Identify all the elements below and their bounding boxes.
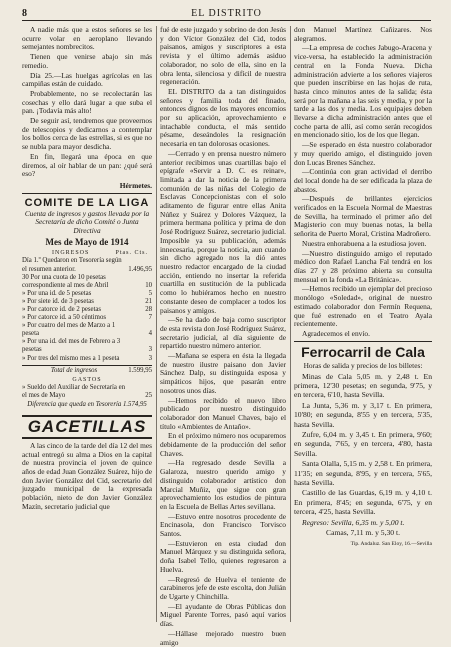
column-right — [294, 26, 432, 622]
account-row-text: » Por siete id. de 3 pesetas — [22, 297, 94, 305]
account-row — [22, 384, 152, 400]
account-row-value: 21 — [145, 297, 152, 305]
paragraph: —Mañana se espera en ésta la llegada de nuestro ilustre paisano don Javier Sánchez Dalp, su distinguida esposa y simpáticos hijos, que pasarán entre nosotros unos días. — [160, 351, 286, 395]
account-row — [22, 322, 152, 338]
account-row — [22, 290, 152, 298]
newspaper-title: EL DISTRITO — [191, 8, 262, 19]
account-row — [22, 314, 152, 322]
paragraph: A nadie más que a estos señores se les ocurre volar en aeroplano llevando semejantes nombrecitos. — [22, 25, 152, 52]
gastos-header: GASTOS — [72, 376, 102, 383]
divider — [22, 193, 152, 194]
schedule-entry: Santa Olalla, 5,15 m. y 2,58 t. En primera, 11'35; en segunda, 8'95, y en tercera, 5'65, hasta Sevilla. — [294, 459, 432, 488]
paragraph: De seguir así, tendremos que proveernos de telescopios y dedicarnos a contemplar los bollos cerca de las estrellas, si es que no se nubla para mayor desdicha. — [22, 116, 152, 152]
paragraph: —Nuestro distinguido amigo el reputado médico don Rafael Lancha Fal tendrá en los días 27 y 28 próximo abierta su consulta mensual en la fonda «La Británica». — [294, 248, 432, 284]
account-row — [22, 298, 152, 306]
account-row-text: » Sueldo del Auxiliar de Secretaría en el mes de Mayo — [22, 383, 126, 399]
account-row — [22, 306, 152, 314]
account-row-text: » Por cuatro del mes de Marzo a 1 peseta — [22, 322, 116, 338]
paragraph: —Se ha dado de baja como suscriptor de esta revista don José Rodríguez Suárez, secretario judicial, al día siguiente de repartido nuestro número anterior. — [160, 315, 286, 351]
paragraph: —Hállase mejorado nuestro buen amigo — [160, 628, 286, 647]
difference-line: Diferencia que queda en Tesorería 1.574,95 — [27, 400, 147, 408]
printer-credit: Tip. Andaluz. San Eloy, 16.—Sevilla — [350, 540, 432, 547]
ferrocarril-subtitle: Horas de salida y precios de los billetes: — [303, 360, 423, 370]
paragraph: Nuestra enhorabuena a la estudiosa joven. — [302, 238, 427, 248]
account-row-value: 7 — [148, 314, 152, 322]
account-row-text: » Por tres del mismo mes a 1 peseta — [22, 354, 120, 362]
paragraph: —Hemos recibido un ejemplar del precioso monólogo «Soledad», original de nuestro estimado colaborador don Fermín Requena, que fué estrenado en el Teatro Ayala recientemente. — [294, 284, 432, 329]
column-left — [22, 26, 152, 622]
account-row-text: » Por catorce id. a 50 céntimos — [22, 314, 106, 322]
paragraph: don Manuel Martínez Cañizares. Nos alegramos. — [294, 25, 432, 43]
committee-date: Mes de Mayo de 1914 — [45, 237, 129, 248]
account-row-value: 5 — [148, 289, 152, 297]
account-row — [22, 355, 152, 363]
page-header — [22, 8, 431, 21]
paragraph: —El ayudante de Obras Públicas don Miguel Parente Torres, pasó aquí varios días. — [160, 601, 286, 629]
schedule-entry: Castillo de las Guardas, 6,19 m. y 4,10 t. En primera, 8'45; en segunda, 6'75, y en tercera, 4'25, hasta Sevilla. — [294, 488, 432, 517]
account-row-value: 25 — [145, 391, 152, 399]
schedule-entry: Minas de Cala 5,05 m. y 2,48 t. En primera, 12'30 pesetas; en segunda, 9'75, y en tercera, 6'10, hasta Sevilla. — [294, 371, 432, 400]
account-row-text: 30 Por una cuota de 10 pesetas correspondiente al mes de Abril — [22, 273, 109, 289]
paragraph: A las cinco de la tarde del día 12 del mes actual entregó su alma a Dios en la capital de nuestra provincia el joven de quince años de edad Juan González Suárez, hijo de don Javier González del Cid, secretario del juzgado municipal de la expresada población, nieto de don Javier González Mazín, secretario judicial que — [22, 440, 152, 511]
signature: Hérmetes. — [119, 180, 152, 190]
paragraph: —Ha regresado desde Sevilla a Galaroza, nuestro querido amigo y distinguido colaborador artístico don Marcial Muñiz, que sigue con gran aprovechamiento los estudios de pintura en la Escuela de Bellas Artes sevillana. — [160, 458, 286, 511]
account-row-value: 3 — [148, 354, 152, 362]
total-value: 1.599,95 — [128, 366, 152, 374]
committee-subtitle: Cuenta de ingresos y gastos llevada por la Secretaría de dicho Comité o Junta Directiva — [24, 208, 150, 235]
account-row-value: 10 — [145, 281, 152, 289]
paragraph: —Continúa con gran actividad el derribo del local donde ha de ser edificada la plaza de abastos. — [294, 167, 432, 194]
paragraph: —Estuvo entre nosotros procedente de Encinasola, don Francisco Torvisco Santos. — [160, 511, 286, 539]
paragraph: EL DISTRITO da a tan distinguidos señores y familia toda del finado, entonces dignos de los mayores encomios por su aplicación, aprovechamiento e intachable conducta, el más sentido pésame, deseándoles la resignación necesaria en tan dolorosas ocasiones. — [160, 86, 286, 149]
committee-title: COMITE DE LA LIGA — [24, 196, 150, 209]
total-label: Total de ingresos — [50, 366, 98, 374]
account-row-text: » Por una id. del mes de Febrero a 3 pesetas — [22, 338, 121, 354]
account-row — [22, 257, 152, 273]
schedule-entry: La Junta, 5,36 m. y 3,17 t. En primera, 10'80; en segunda, 8'55 y en tercera, 5'35, hasta Sevilla. — [294, 400, 432, 429]
ingresos-header: INGRESOS — [52, 250, 90, 257]
paragraph: Día 25.—Las huelgas agrícolas en las campiñas están de cuidado. — [22, 70, 152, 89]
schedule-entry: Regreso: Sevilla, 6,35 m. y 5,00 t. — [302, 517, 405, 527]
account-row-text: Día 1.º Quedaron en Tesorería según el resumen anterior. — [22, 257, 122, 273]
schedule-entry: Zufre, 6,04 m. y 3,45 t. En primera, 9'60; en segunda, 7'65, y en tercera, 4'80, hasta Sevilla. — [294, 430, 432, 458]
paragraph: Agradecemos el envío. — [302, 328, 370, 338]
paragraph: —Después de brillantes ejercicios verificados en la Escuela Normal de Maestras de Sevilla, ha terminado el primer año del Magisterio con muy buenas notas, la bella señorita de Puerto Moral, Cristina Madroñero. — [294, 194, 432, 239]
paragraph: —Estuvieron en esta ciudad don Manuel Márquez y su distinguida señora, doña Isabel Tello, quienes regresaron a Huelva. — [160, 538, 286, 574]
paragraph: —Regresó de Huelva el teniente de carabineros jefe de este escolta, don Julián de Ugarte y Chinchilla. — [160, 574, 286, 601]
account-row-text: » Por una id. de 5 pesetas — [22, 289, 92, 297]
paragraph: —La empresa de coches Jabugo-Aracena y vice-versa, ha establecido la administración central en la Fonda Nueva. Dicha administración advierte a los señores viajeros que pueden inscribirse en las hojas de ruta, hasta cinco minutos antes de la salida; ésta será por la mañana a las seis y media, y por la tarde a las dos y media. Los equipajes deben llevarse a dicha administración antes que el coche parta de allí, así como serán recogidos en mencionado sitio, los de los que llegan. — [294, 43, 432, 140]
column-divider — [156, 26, 157, 622]
paragraph: —Cerrado y en prensa nuestro número anterior recibimos unas cuartillas bajo el epígrafe «Servir a D. C. es reinar», limitada a dar la noticia de la primera comunión de las niñas del Colegio de Esclavas Concepcionistas con el solo aditamento de figurar entre ellas Anita Núñez y Suárez y Dolores Vázquez, la primera hermana política y prima de don José Rodríguez Suárez, secretario judicial. Imposible ya su publicación, además innecesaria, porque la noticia, aun cuando sin dicho agregado nos la dió antes nuestro redactor encargado de la ciudad acción, entiendo no insertar la referida cuartilla en sustitución de la publicada como lo hubiéramos hecho en nuestro constante deseo de complacer a todos los paisanos y amigos. — [160, 148, 286, 315]
paragraph: —Hemos recibido el nuevo libro publicado por nuestro distinguido colaborador don Manuel Chaves, bajo el título «Ambientes de Antaño». — [160, 395, 286, 431]
ferrocarril-heading: Ferrocarril de Cala — [294, 341, 432, 361]
paragraph: Tienen que venirse abajo sin más remedio. — [22, 52, 152, 70]
account-row-value: 4 — [148, 330, 152, 338]
account-row — [22, 338, 152, 354]
paragraph: En fin, llegará una época en que diremos, al oír hablar de un pan: ¿qué será eso? — [22, 151, 152, 179]
account-row-value: 28 — [145, 306, 152, 314]
column-middle — [160, 25, 286, 647]
account-row-value: 1.496,95 — [128, 265, 152, 273]
account-row-text: » Por catorce id. de 2 pesetas — [22, 306, 102, 314]
paragraph: Probablemente, no se recolectarán las cosechas y ello dará lugar a que suba el pan. ¡Todavía más alto! — [22, 88, 152, 116]
ptas-header: Ptas. Cts. — [115, 250, 148, 257]
account-row — [22, 274, 152, 290]
account-table — [22, 257, 152, 409]
account-column-headers — [22, 249, 152, 257]
paragraph: —Se esperado en ésta nuestro colaborador y muy querido amigo, el distinguido joven don Lucas Brenes Sánchez. — [294, 140, 432, 167]
train-schedule — [294, 372, 432, 538]
column-divider — [290, 26, 291, 622]
account-row-value: 3 — [148, 346, 152, 354]
account-total-row — [22, 365, 152, 375]
page-number: 8 — [22, 8, 27, 19]
schedule-entry: Camas, 7,11 m. y 5,30 t. — [326, 528, 400, 538]
gacetillas-heading: GACETILLAS — [22, 415, 152, 439]
paragraph: En el próximo número nos ocuparemos debidamente de la producción del señor Chaves. — [160, 431, 286, 458]
paragraph: fué de este juzgado y sobrino de don Jesús y don Víctor González del Cid, todos paisanos, amigos y suscriptores a esta revista y el último además asiduo colaborador, no solo de ella, sino en la obra lenta, silenciosa y difícil de nuestra regeneración. — [160, 25, 286, 87]
